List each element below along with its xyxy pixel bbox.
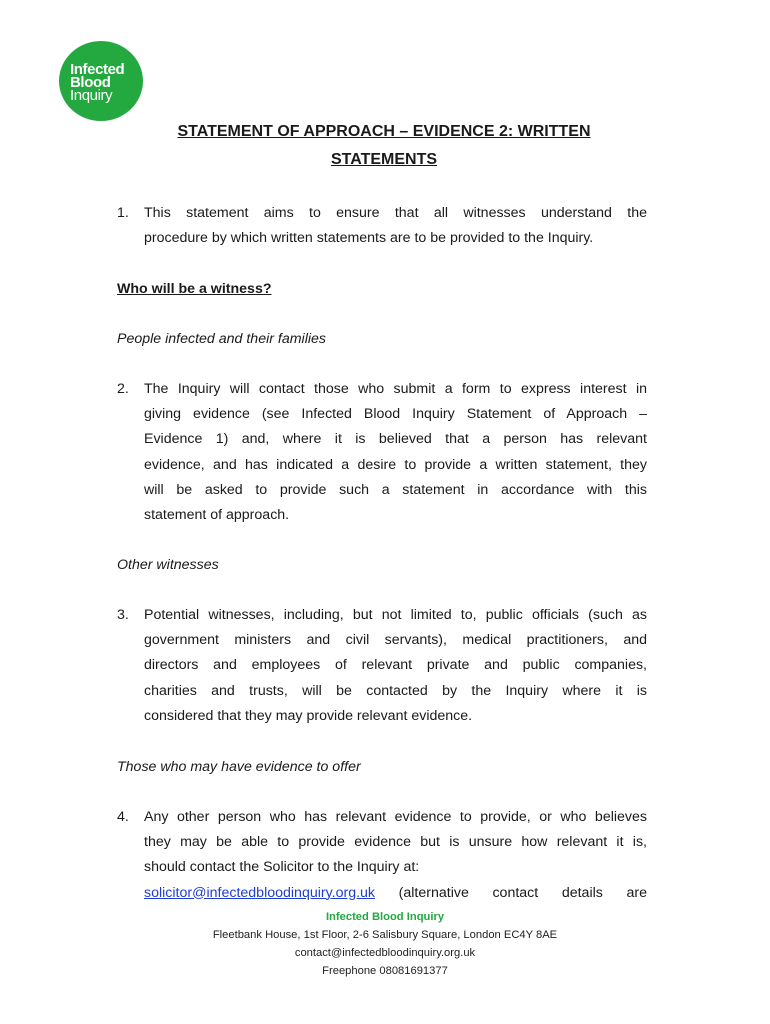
- text-line: Evidence 1) and, where it is believed that a person has relevant: [144, 431, 647, 448]
- document-title: [120, 118, 648, 174]
- solicitor-email-link[interactable]: solicitor@infectedbloodinquiry.org.uk: [144, 884, 376, 901]
- text-line: giving evidence (see Infected Blood Inquiry Statement of Approach –: [144, 406, 647, 423]
- paragraph-3: [117, 603, 647, 729]
- footer-organisation: Infected Blood Inquiry: [325, 911, 445, 923]
- footer-phone: Freephone 08081691377: [322, 965, 448, 977]
- text-line: government ministers and civil servants), medical practitioners, and: [144, 632, 647, 649]
- inquiry-logo: [59, 41, 143, 121]
- footer-email: contact@infectedbloodinquiry.org.uk: [294, 947, 476, 959]
- text-line: Any other person who has relevant evidence to provide, or who believes: [144, 809, 647, 825]
- paragraph-1: [117, 201, 647, 251]
- paragraph-number: 4.: [117, 809, 129, 825]
- title-line-2: STATEMENTS: [330, 151, 438, 168]
- email-tail-text: (alternative contact details are: [398, 884, 647, 901]
- text-line: statement of approach.: [144, 507, 290, 524]
- text-line: should contact the Solicitor to the Inquiry at:: [144, 859, 420, 876]
- subheading-other-witnesses: Other witnesses: [117, 557, 219, 573]
- text-line: charities and trusts, will be contacted by the Inquiry where it is: [144, 682, 647, 699]
- footer-address: Fleetbank House, 1st Floor, 2-6 Salisbury Square, London EC4Y 8AE: [212, 929, 558, 941]
- logo-text: [70, 63, 124, 102]
- text-line: The Inquiry will contact those who submit a form to express interest in: [144, 381, 647, 397]
- subheading-evidence-to-offer: Those who may have evidence to offer: [117, 759, 361, 775]
- logo-line-3: Inquiry: [70, 87, 113, 104]
- text-line: will be asked to provide such a statement in accordance with this: [144, 481, 647, 498]
- title-line-1: STATEMENT OF APPROACH – EVIDENCE 2: WRITTEN: [177, 123, 591, 140]
- text-line: [144, 881, 647, 906]
- section-heading-witness: Who will be a witness?: [117, 281, 272, 297]
- paragraph-2: [117, 377, 647, 528]
- text-line: directors and employees of relevant private and public companies,: [144, 657, 647, 674]
- paragraph-number: 2.: [117, 381, 129, 397]
- subheading-people-infected: People infected and their families: [117, 331, 326, 347]
- paragraph-text: [144, 805, 647, 906]
- page-footer: [0, 908, 770, 980]
- paragraph-number: 1.: [117, 205, 129, 221]
- paragraph-text: [144, 377, 647, 528]
- paragraph-number: 3.: [117, 607, 129, 623]
- text-line: Potential witnesses, including, but not limited to, public officials (such as: [144, 607, 647, 623]
- text-line: This statement aims to ensure that all witnesses understand the: [144, 205, 647, 221]
- text-line: considered that they may provide relevant evidence.: [144, 707, 473, 724]
- paragraph-text: [144, 603, 647, 729]
- paragraph-4: [117, 805, 647, 906]
- paragraph-text: [144, 201, 647, 251]
- text-line: procedure by which written statements are to be provided to the Inquiry.: [144, 230, 594, 247]
- text-line: they may be able to provide evidence but is unsure how relevant it is,: [144, 834, 647, 851]
- logo-line-2: Blood: [70, 74, 111, 91]
- text-line: evidence, and has indicated a desire to provide a written statement, they: [144, 456, 647, 473]
- logo-line-1: Infected: [70, 61, 125, 78]
